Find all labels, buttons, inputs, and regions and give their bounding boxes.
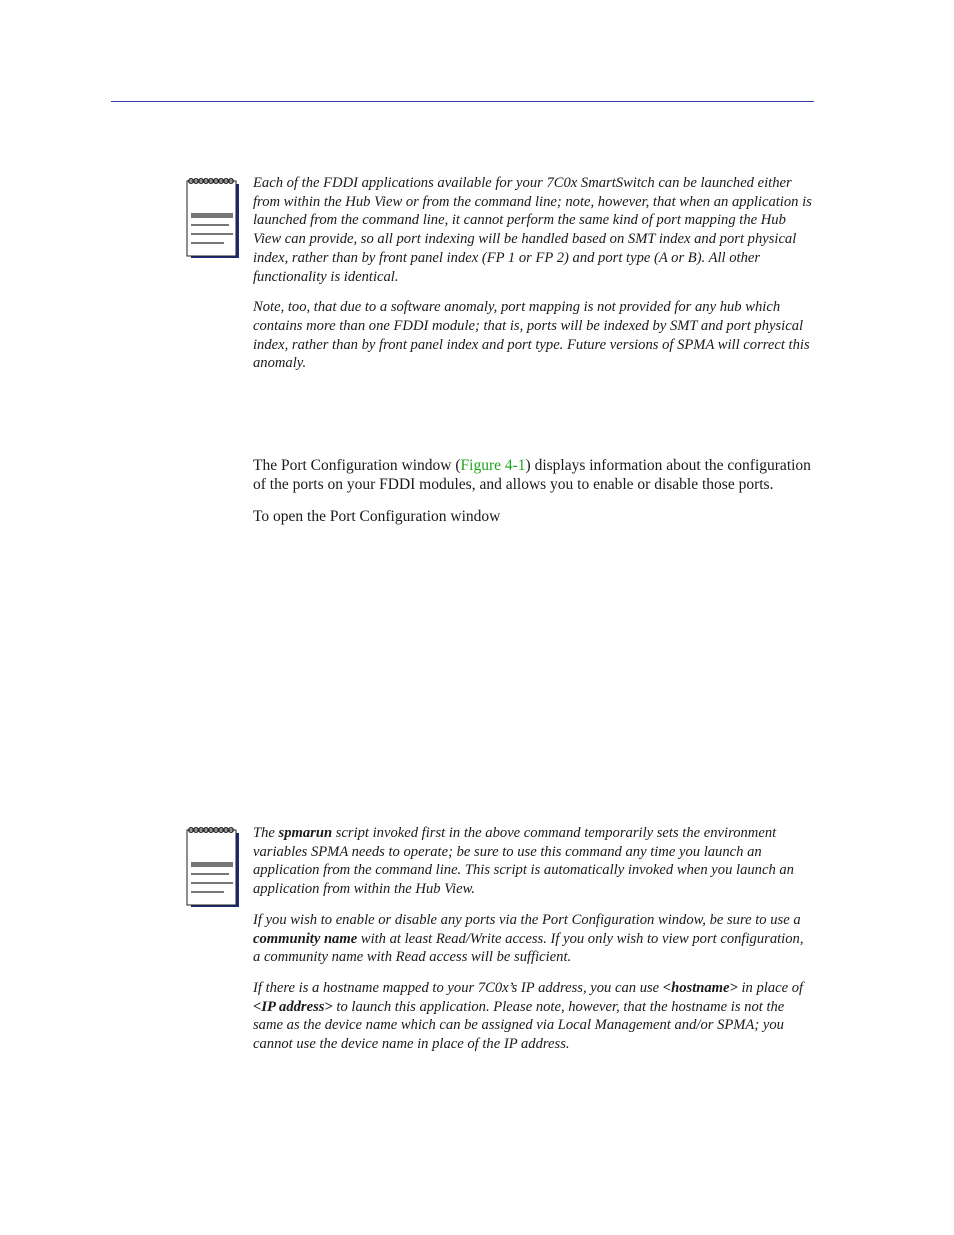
hostname-term: <hostname> (662, 979, 738, 996)
note-2-paragraph-2: If you wish to enable or disable any ports via the Port Configuration window, be sure to use a community name with at least Read/Write access. If you only wish to view port configuration, a community name with Read access will be sufficient. (253, 911, 804, 966)
note-1 (253, 174, 813, 385)
community-name-term: community name (253, 930, 358, 947)
header-rule (111, 101, 814, 102)
notepad-icon (186, 177, 240, 259)
spmarun-term: spmarun (278, 825, 333, 841)
notepad-icon (186, 826, 240, 908)
body-paragraph-2: To open the Port Configuration window (253, 507, 501, 525)
note-2-paragraph-3: If there is a hostname mapped to your 7C0x’s IP address, you can use <hostname> in place of <IP address> to launch this application. Please note, however, that the hostname is not the same as the device name which can be assigned via Local Management and/or SPMA; you cannot use the device name in place of the IP address. (253, 979, 804, 1053)
note-2-paragraph-1: The spmarun script invoked first in the above command temporarily sets the environment variables SPMA needs to operate; be sure to use this command any time you launch an application from the command line. This script is automatically invoked when you launch an application from within the Hub View. (253, 825, 794, 898)
note-2 (253, 824, 813, 1066)
figure-4-1-link[interactable]: Figure 4-1 (460, 457, 526, 474)
body-paragraph-1: The Port Configuration window (Figure 4-1) displays information about the configuration of the ports on your FDDI modules, and allows you to enable or disable those ports. (253, 457, 811, 494)
note-1-paragraph-2: Note, too, that due to a software anomaly, port mapping is not provided for any hub which contains more than one FDDI module; that is, ports will be indexed by SMT and port physical index, rather than by front panel index and port type. Future versions of SPMA will correct this anomaly. (253, 299, 810, 372)
body-text (253, 456, 813, 538)
ip-address-term: <IP address> (253, 998, 333, 1015)
note-1-paragraph-1: Each of the FDDI applications available for your 7C0x SmartSwitch can be launched either from within the Hub View or from the command line; note, however, that when an application is launched from the command line, it cannot perform the same kind of port mapping the Hub View can provide, so all port indexing will be handled based on SMT index and port physical index, rather than by front panel index (FP 1 or FP 2) and port type (A or B). All other functionality is identical. (253, 175, 812, 285)
